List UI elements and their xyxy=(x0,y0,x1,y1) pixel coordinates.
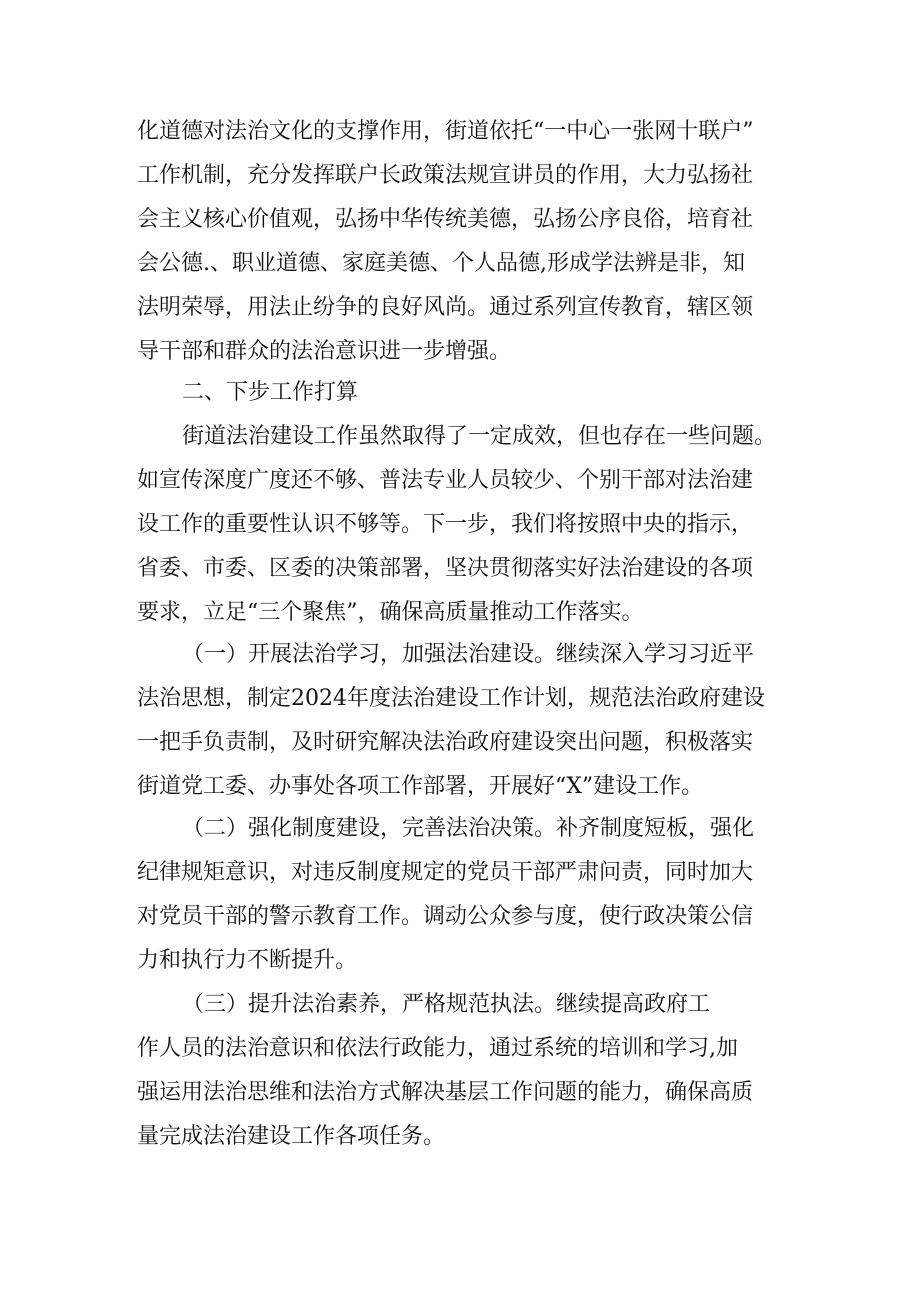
paragraph-1-line-3: 会主义核心价值观，弘扬中华传统美德，弘扬公序良俗，培育社 xyxy=(137,207,754,232)
paragraph-5-line-3: 强运用法治思维和法治方式解决基层工作问题的能力，确保高质 xyxy=(137,1080,754,1105)
paragraph-4-line-4: 力和执行力不断提升。 xyxy=(137,948,358,973)
section-heading: 二、下步工作打算 xyxy=(182,380,359,405)
paragraph-1-line-5: 法明荣辱，用法止纷争的良好风尚。通过系列宣传教育，辖区领 xyxy=(137,295,754,320)
paragraph-2-line-3: 设工作的重要性认识不够等。下一步，我们将按照中央的指示， xyxy=(137,512,754,537)
paragraph-5-line-1: （三）提升法治素养，严格规范执法。继续提高政府工 xyxy=(182,992,711,1017)
paragraph-1-line-6: 导干部和群众的法治意识进一步增强。 xyxy=(137,339,512,364)
paragraph-1-line-2: 工作机制，充分发挥联户长政策法规宣讲员的作用，大力弘扬社 xyxy=(137,163,754,188)
paragraph-5-line-4: 量完成法治建设工作各项任务。 xyxy=(137,1124,446,1149)
paragraph-3-line-2: 法治思想，制定2024年度法治建设工作计划，规范法治政府建设 xyxy=(137,686,765,711)
paragraph-3-line-1: （一）开展法治学习，加强法治建设。继续深入学习习近平 xyxy=(182,642,755,667)
paragraph-1-line-1: 化道德对法治文化的支撑作用，街道依托“一中心一张网十联户” xyxy=(137,119,754,144)
paragraph-4-line-2: 纪律规矩意识，对违反制度规定的党员干部严肃问责，同时加大 xyxy=(137,860,754,885)
paragraph-3-line-4: 街道党工委、办事处各项工作部署，开展好“X”建设工作。 xyxy=(137,774,704,799)
paragraph-5-line-2: 作人员的法治意识和依法行政能力，通过系统的培训和学习,加 xyxy=(137,1036,738,1061)
paragraph-2-line-4: 省委、市委、区委的决策部署，坚决贯彻落实好法治建设的各项 xyxy=(137,556,754,581)
paragraph-3-line-3: 一把手负责制，及时研究解决法治政府建设突出问题，积极落实 xyxy=(137,730,754,755)
paragraph-4-line-1: （二）强化制度建设，完善法治决策。补齐制度短板，强化 xyxy=(182,816,755,841)
paragraph-1-line-4: 会公德.、职业道德、家庭美德、个人品德,形成学法辨是非，知 xyxy=(137,251,745,276)
paragraph-2-line-2: 如宣传深度广度还不够、普法专业人员较少、个别干部对法治建 xyxy=(137,468,754,493)
paragraph-2-line-1: 街道法治建设工作虽然取得了一定成效，但也存在一些问题。 xyxy=(182,424,777,449)
paragraph-2-line-5: 要求，立足“三个聚焦”，确保高质量推动工作落实。 xyxy=(137,600,644,625)
paragraph-4-line-3: 对党员干部的警示教育工作。调动公众参与度，使行政决策公信 xyxy=(137,904,754,929)
